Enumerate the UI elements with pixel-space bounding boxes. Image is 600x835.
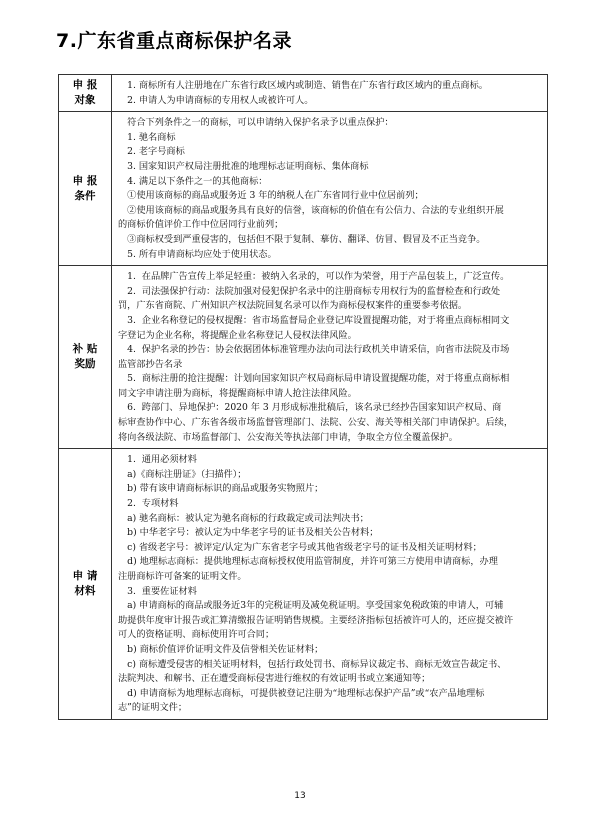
- content-line: c) 省级老字号：被评定/认定为广东省老字号或其他省级老字号的证书及相关证明材料；: [118, 541, 482, 553]
- row-label-cell: [59, 75, 112, 112]
- table-row: [59, 112, 548, 266]
- content-line: 3. 国家知识产权局注册批准的地理标志证明商标、集体商标: [118, 160, 369, 172]
- row-label-line: 补 贴: [72, 343, 98, 356]
- page-number: 13: [294, 791, 306, 801]
- content-line: 2. 司法强保护行动：法院加强对侵犯保护名录中的注册商标专用权行为的监督检查和行政处: [118, 285, 501, 297]
- content-line: a) 申请商标的商品或服务近3年的完税证明及减免税证明。享受国家免税政策的申请人，可辅: [118, 600, 504, 612]
- content-line: 的商标价值评价工作中位居同行业前列；: [118, 219, 284, 231]
- content-line: 1. 通用必须材料: [118, 454, 197, 466]
- table-row: [59, 449, 548, 720]
- row-label-line: 奖励: [74, 358, 96, 371]
- content-line: b) 中华老字号：被认定为中华老字号的证书及相关公告材料；: [118, 527, 379, 539]
- row-label-cell: [59, 449, 112, 720]
- page-title: 7.广东省重点商标保护名录: [56, 30, 292, 52]
- row-label-cell: [59, 112, 112, 266]
- content-line: ①使用该商标的商品或服务近 3 年的纳税人在广东省同行业中位居前列；: [118, 190, 424, 202]
- content-line: a) 驰名商标：被认定为驰名商标的行政裁定或司法判决书；: [118, 512, 369, 524]
- row-label-line: 材料: [74, 585, 96, 598]
- content-line: 6. 跨部门、异地保护：2020 年 3 月形成标准批稿后，该名录已经抄告国家知识产权局、商: [118, 402, 502, 414]
- content-line: b) 商标价值评价证明文件及信誉相关佐证材料；: [118, 643, 324, 655]
- content-line: 1. 在品牌广告宣传上举足轻重：被纳入名录的，可以作为荣誉，用于产品包装上，广泛宣传。: [118, 271, 510, 283]
- content-line: 罚，广东省商院、广州知识产权法院回复名录可以作为商标侵权案件的重要参考依据。: [118, 300, 468, 312]
- row-content-cell: [112, 266, 548, 449]
- content-line: 将向各级法院、市场监督部门、公安海关等执法部门申请，争取全方位全覆盖保护。: [118, 431, 458, 443]
- content-line: 同文字申请注册为商标，将提醒商标申请人抢注法律风险。: [118, 387, 357, 399]
- content-line: 监管部抄告名录: [118, 358, 183, 370]
- content-line: 志”的证明文件；: [118, 702, 188, 714]
- content-line: 法院判决、和解书、正在遭受商标侵害进行维权的有效证明书或立案通知等；: [118, 673, 431, 685]
- content-line: d) 地理标志商标：提供地理标志商标授权使用监管制度，并许可第三方使用申请商标，办理: [118, 556, 498, 568]
- row-content-cell: [112, 75, 548, 112]
- content-line: 2. 申请人为申请商标的专用权人或被许可人。: [118, 94, 314, 106]
- content-line: 字登记为企业名称，将提醒企业名称登记人侵权法律风险。: [118, 329, 357, 341]
- content-line: c) 商标遭受侵害的相关证明材料，包括行政处罚书、商标异议裁定书、商标无效宣告裁定书、: [118, 658, 507, 670]
- content-line: 5. 所有申请商标均应处于使用状态。: [118, 248, 277, 260]
- content-line: ②使用该商标的商品或服务具有良好的信誉，该商标的价值在有公信力、合法的专业组织开展: [118, 204, 504, 216]
- content-line: 2. 专项材料: [118, 498, 179, 510]
- info-table: [58, 74, 548, 720]
- row-content-cell: [112, 112, 548, 266]
- content-line: 5. 商标注册的抢注提醒：计划向国家知识产权局商标局申请设置提醒功能，对于将重点商标相: [118, 373, 510, 385]
- row-label-cell: [59, 266, 112, 449]
- row-label-line: 申 报: [72, 174, 98, 187]
- row-label-line: 条件: [74, 189, 96, 202]
- content-line: 1. 商标所有人注册地在广东省行政区域内或制造、销售在广东省行政区域内的重点商标。: [118, 80, 488, 91]
- content-line: b) 带有该申请商标标识的商品或服务实物照片；: [118, 483, 324, 495]
- table-row: [59, 75, 548, 112]
- content-line: 符合下列条件之一的商标，可以申请纳入保护名录予以重点保护：: [118, 117, 394, 129]
- content-line: 4. 保护名录的抄告：协会依据团体标准管理办法向司法行政机关申请采信，向省市法院及市场: [118, 344, 510, 356]
- content-line: 4. 满足以下条件之一的其他商标：: [118, 175, 268, 187]
- table-row: [59, 266, 548, 449]
- row-label-line: 申 报: [72, 79, 98, 92]
- content-line: 助提供年度审计报告或汇算清缴报告证明销售规模。主要经济指标包括被许可人的，还应提交被许: [118, 614, 514, 626]
- row-label-line: 对象: [74, 94, 96, 107]
- content-line: 1. 驰名商标: [118, 131, 176, 143]
- content-line: 2. 老字号商标: [118, 146, 185, 158]
- content-line: ③商标权受到严重侵害的，包括但不限于复制、摹仿、翻译、仿冒、假冒及不正当竞争。: [118, 233, 486, 245]
- row-label-line: 申 请: [72, 570, 98, 583]
- content-line: a)《商标注册证》（扫描件）；: [118, 468, 247, 480]
- content-line: 3. 重要佐证材料: [118, 585, 197, 597]
- row-content-cell: [112, 449, 548, 720]
- content-line: d) 申请商标为地理标志商标，可提供被登记注册为“地理标志保护产品”或“农产品地理标: [118, 687, 485, 699]
- content-line: 3. 企业名称登记的侵权提醒：省市场监督局企业登记库设置提醒功能，对于将重点商标相同文: [118, 314, 510, 326]
- content-line: 可人的资格证明、商标使用许可合同；: [118, 629, 275, 641]
- content-line: 注册商标许可备案的证明文件。: [118, 571, 247, 582]
- content-line: 标审查协作中心、广东省各级市场监督管理部门、法院、公安、海关等相关部门申请保护。后续，: [118, 417, 514, 429]
